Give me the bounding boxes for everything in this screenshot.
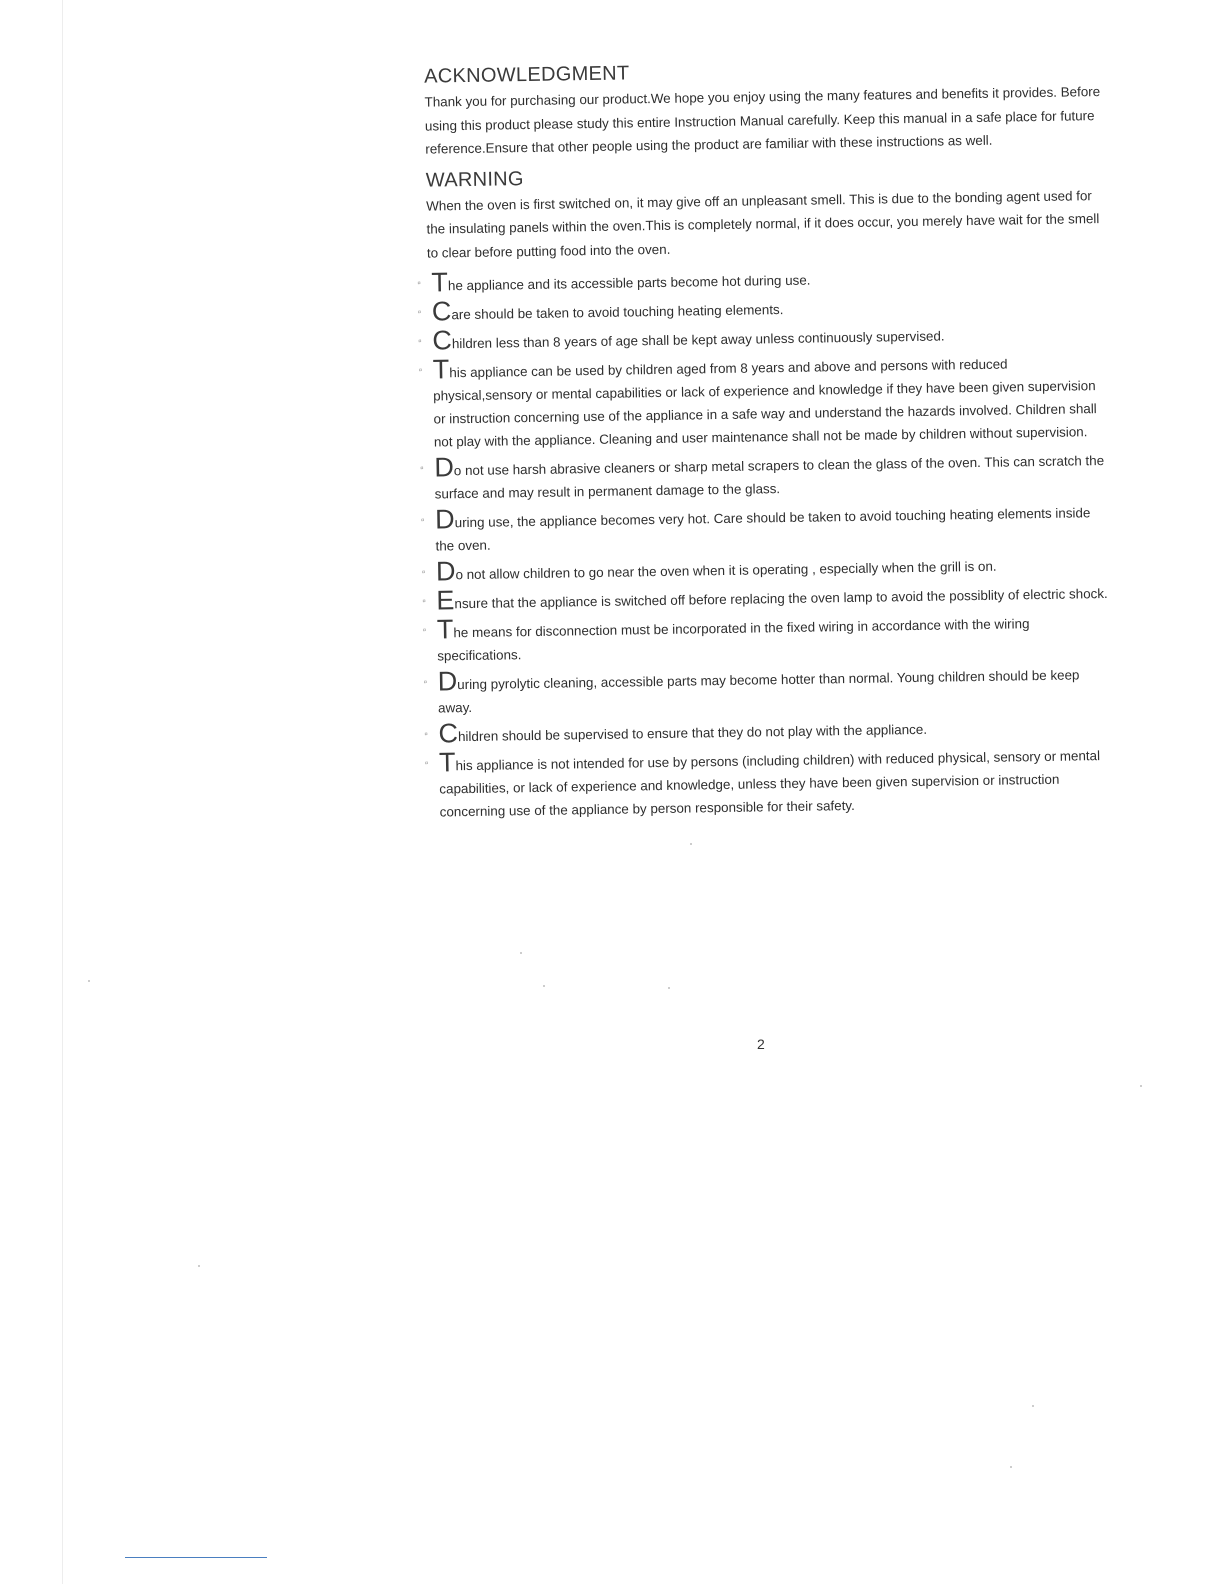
- warning-item-text: are should be taken to avoid touching heating elements.: [451, 302, 784, 323]
- scan-speck: [668, 987, 670, 989]
- footer-rule: [125, 1557, 267, 1558]
- bullet-icon: ▫: [418, 335, 422, 346]
- drop-cap: E: [436, 585, 455, 616]
- manual-content: [400, 55, 1112, 828]
- bullet-icon: ▫: [417, 306, 422, 317]
- drop-cap: C: [431, 296, 452, 327]
- drop-cap: C: [438, 718, 459, 749]
- scan-edge-line: [62, 0, 63, 1584]
- bullet-icon: ▫: [424, 757, 429, 768]
- scan-speck: [88, 980, 90, 982]
- warning-item-text: uring pyrolytic cleaning, accessible parts may become hotter than normal. Young children should be keep away.: [437, 667, 1080, 716]
- warning-item-text: o not use harsh abrasive cleaners or sharp metal scrapers to clean the glass of the oven. This can scratch the surface and may result in permanent damage to the glass.: [434, 452, 1105, 502]
- warning-item-text: hildren less than 8 years of age shall be kept away unless continuously supervised.: [451, 328, 945, 352]
- drop-cap: D: [434, 504, 455, 535]
- warning-item: [411, 742, 1112, 824]
- bullet-icon: ▫: [423, 676, 427, 687]
- bullet-icon: ▫: [417, 277, 421, 288]
- acknowledgment-heading: ACKNOWLEDGMENT: [423, 62, 630, 88]
- drop-cap: D: [437, 666, 458, 697]
- warning-heading: WARNING: [425, 167, 524, 192]
- drop-cap: T: [431, 267, 449, 298]
- bullet-icon: ▫: [418, 364, 423, 375]
- drop-cap: T: [438, 747, 456, 778]
- warning-item-text: he appliance and its accessible parts become hot during use.: [447, 272, 811, 294]
- warning-item: [407, 499, 1108, 558]
- drop-cap: T: [432, 354, 450, 385]
- scan-speck: [543, 985, 545, 987]
- warning-item: [410, 661, 1111, 720]
- scan-speck: [1140, 1085, 1142, 1087]
- warning-item-text: his appliance can be used by children aged from 8 years and above and persons with reduced physical,sensory or mental capabilities or lack of experience and knowledge if they have been given supervision or instruction concerning use of the appliance in a safe way and understand the hazards involved. Children shall not play with the appliance. Cleaning and user maintenance shall not be made by children without supervision.: [433, 356, 1097, 450]
- warning-item-text: his appliance is not intended for use by persons (including children) with reduced physical, sensory or mental capabilities, or lack of experience and knowledge, unless they have been given supervision or instruction concerning use of the appliance by person responsible for their safety.: [439, 748, 1101, 820]
- scan-speck: [1032, 1405, 1034, 1407]
- warning-list: [403, 262, 1112, 824]
- scan-speck: [690, 843, 692, 845]
- bullet-icon: ▫: [421, 566, 426, 577]
- scan-speck: [520, 952, 522, 954]
- warning-item-text: nsure that the appliance is switched off before replacing the oven lamp to avoid the possiblity of electric shock.: [454, 585, 1108, 612]
- warning-item: [405, 349, 1106, 454]
- warning-item: [406, 447, 1107, 506]
- scan-speck: [1010, 1466, 1012, 1468]
- drop-cap: C: [432, 325, 453, 356]
- warning-item-text: he means for disconnection must be incorporated in the fixed wiring in accordance with the wiring specifications.: [437, 616, 1030, 664]
- scan-speck: [198, 1265, 200, 1267]
- warning-item-text: hildren should be supervised to ensure that they do not play with the appliance.: [457, 721, 928, 745]
- bullet-icon: ▫: [422, 624, 427, 635]
- drop-cap: D: [435, 556, 456, 587]
- drop-cap: D: [434, 452, 455, 483]
- warning-item-text: uring use, the appliance becomes very hot. Care should be taken to avoid touching heating elements inside the oven.: [435, 505, 1091, 554]
- acknowledgment-text: Thank you for purchasing our product.We hope you enjoy using the many features and benefits it provides. Before using this product please study this entire Instruction Manual carefully. Keep this manual in a safe place for future reference.Ensure that other people using the product are familiar with these instructions as well.: [424, 84, 1101, 157]
- bullet-icon: ▫: [421, 514, 425, 525]
- drop-cap: T: [436, 614, 454, 645]
- warning-item-text: o not allow children to go near the oven when it is operating , especially when the grill is on.: [455, 558, 997, 583]
- warning-item: [409, 609, 1110, 668]
- bullet-icon: ▫: [422, 595, 426, 606]
- warning-intro-text: When the oven is first switched on, it may give off an unpleasant smell. This is due to the bonding agent used for the insulating panels within the oven.This is completely normal, if it does occur, you merely have wait for the smell to clear before putting food into the oven.: [426, 187, 1100, 261]
- page-number: 2: [757, 1036, 765, 1052]
- bullet-icon: ▫: [420, 462, 424, 473]
- bullet-icon: ▫: [424, 728, 428, 739]
